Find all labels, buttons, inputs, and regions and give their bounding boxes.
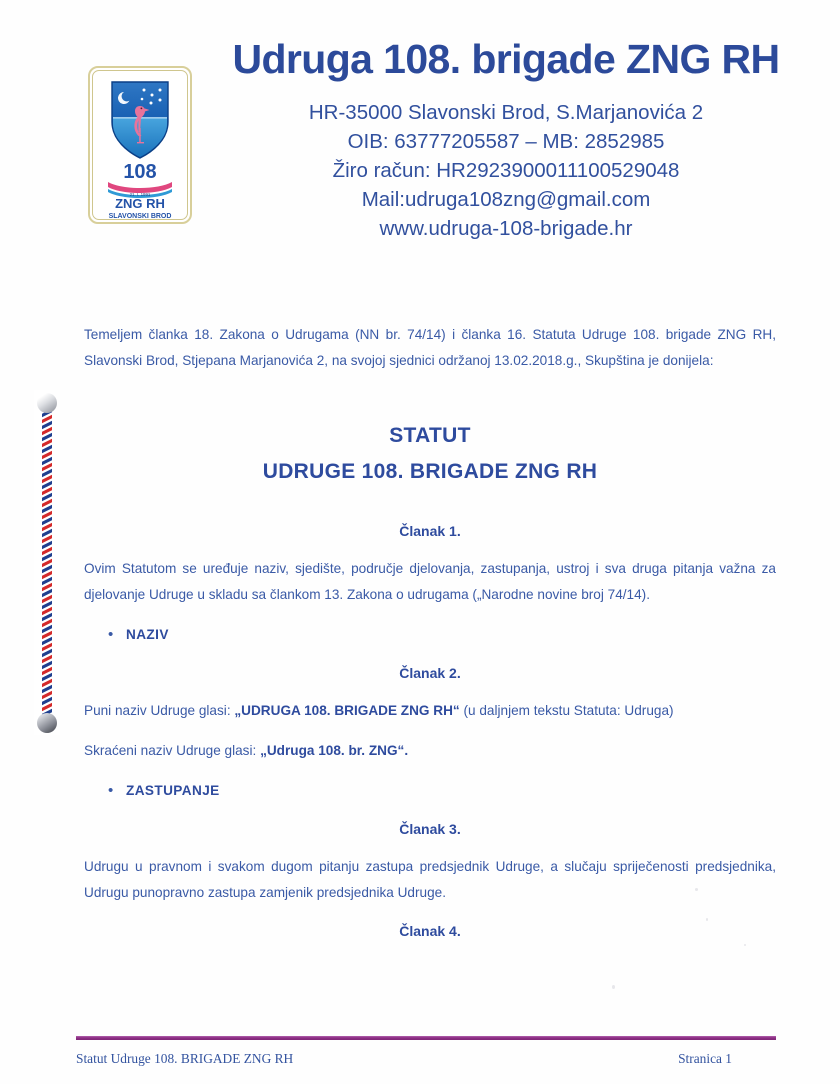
spacer — [84, 840, 776, 854]
article-1-text: Ovim Statutom se uređuje naziv, sjedište, područje djelovanja, zastupanja, ustroj i sva druga pitanja važna za djelovanje Udruge u skladu sa člankom 13. Zakona o udrugama („Narodne novine broj 74/14). — [84, 561, 776, 602]
spacer — [84, 764, 776, 778]
spacer — [84, 490, 776, 520]
bullet-dot-icon: • — [108, 782, 114, 799]
spacer — [84, 542, 776, 556]
article-3-text: Udrugu u pravnom i svakom dugom pitanju zastupa predsjednik Udruge, a slučaju spriječenosti predsjednika, Udrugu punopravno zastupa zamjenik predsjednika Udruge. — [84, 859, 776, 900]
logo-city: SLAVONSKI BROD — [108, 213, 172, 220]
article-4-heading: Članak 4. — [399, 923, 461, 939]
article-2-text-pre: Puni naziv Udruge glasi: — [84, 703, 235, 718]
letterhead-header — [0, 30, 840, 260]
organization-contact-block — [196, 98, 816, 243]
logo-unit-name: ZNG RH — [115, 196, 165, 211]
spacer — [84, 724, 776, 738]
article-2-text-post: (u daljnjem tekstu Statuta: Udruga) — [459, 703, 674, 718]
logo-unit-number: 108 — [123, 161, 157, 183]
spacer — [84, 374, 776, 418]
article-2-short-name-line — [84, 738, 776, 764]
org-address: HR-35000 Slavonski Brod, S.Marjanovića 2 — [308, 101, 704, 124]
statute-title-line1: STATUT — [389, 424, 471, 447]
spacer — [84, 648, 776, 662]
page-footer — [76, 1036, 776, 1067]
statute-title — [84, 418, 776, 490]
scan-speckle — [706, 918, 708, 921]
footer-row — [76, 1051, 776, 1067]
preamble-paragraph: Temeljem članka 18. Zakona o Udrugama (NN br. 74/14) i članka 16. Statuta Udruge 108. brigade ZNG RH, Slavonski Brod, Stjepana Marjanovića 2, na svojoj sjednici održanoj 13.02.2018.g., Skupština je donijela: — [84, 327, 776, 368]
article-2-short-name: „Udruga 108. br. ZNG“. — [260, 743, 409, 758]
org-bank-account: Žiro račun: HR2923900011100529048 — [332, 159, 680, 182]
spacer — [84, 684, 776, 698]
article-2-heading: Članak 2. — [399, 665, 461, 681]
statute-title-line2: UDRUGE 108. BRIGADE ZNG RH — [262, 460, 598, 483]
spacer — [84, 906, 776, 920]
bullet-item-naziv — [84, 622, 776, 648]
org-email: Mail:udruga108zng@gmail.com — [361, 188, 651, 211]
article-2-full-name-line — [84, 698, 776, 724]
logo-date-band: 21. I. 1991 — [129, 192, 151, 197]
cord-bead-top — [37, 393, 57, 413]
spacer — [84, 608, 776, 622]
scan-speckle — [744, 944, 746, 946]
org-website: www.udruga-108-brigade.hr — [379, 217, 633, 240]
organization-title: Udruga 108. brigade ZNG RH — [232, 36, 780, 82]
scan-speckle — [612, 985, 615, 989]
cord-bead-bottom — [37, 713, 57, 733]
article-2-short-pre: Skraćeni naziv Udruge glasi: — [84, 743, 261, 758]
bullet-label-naziv: NAZIV — [126, 627, 169, 642]
scan-speckle — [695, 888, 698, 891]
article-2-full-name: „UDRUGA 108. BRIGADE ZNG RH“ — [234, 703, 460, 718]
croatian-tricolor-cord-icon — [34, 390, 60, 735]
bullet-dot-icon: • — [108, 626, 114, 643]
footer-document-name: Statut Udruge 108. BRIGADE ZNG RH — [76, 1051, 294, 1066]
org-ids: OIB: 63777205587 – MB: 2852985 — [347, 130, 665, 153]
document-body — [84, 322, 776, 942]
footer-page-number: Stranica 1 — [678, 1051, 732, 1066]
logo-crest-icon — [88, 66, 192, 224]
bullet-label-zastupanje: ZASTUPANJE — [126, 783, 220, 798]
association-logo — [88, 66, 192, 224]
bullet-item-zastupanje — [84, 778, 776, 804]
spacer — [84, 804, 776, 818]
footer-divider — [76, 1036, 776, 1040]
article-3-heading: Članak 3. — [399, 821, 461, 837]
article-1-heading: Članak 1. — [399, 523, 461, 539]
